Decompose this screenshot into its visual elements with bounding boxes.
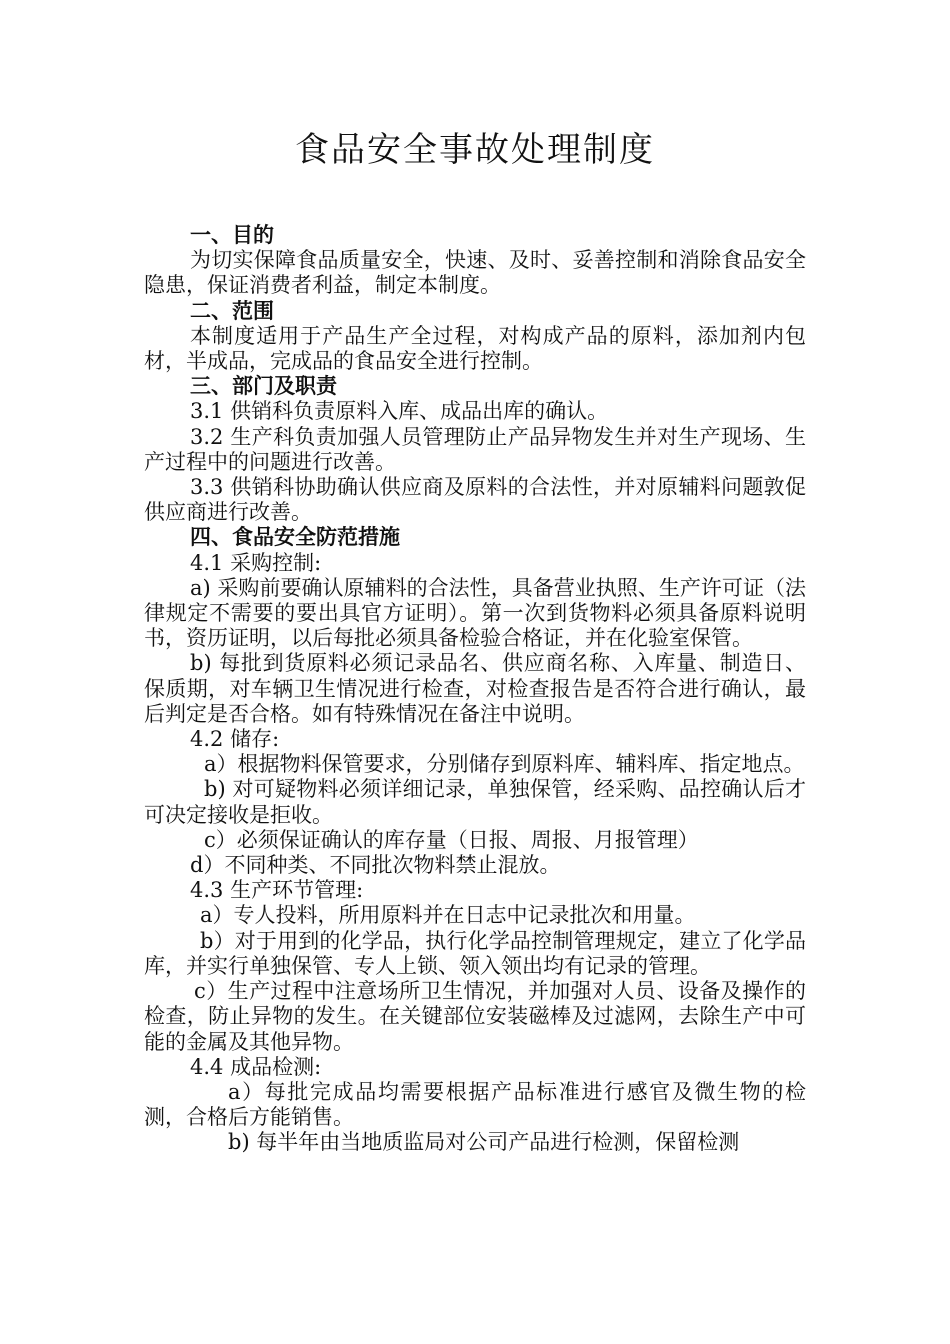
paragraph-4-2-a: a）根据物料保管要求，分别储存到原料库、辅料库、指定地点。 — [204, 752, 805, 777]
paragraph-4-1-b: b) 每批到货原料必须记录品名、供应商名称、入库量、制造日、保质期，对车辆卫生情况进行检查，对检查报告是否符合进行确认，最后判定是否合格。如有特殊情况在备注中说明。 — [144, 651, 806, 726]
section-heading-scope: 二、范围 — [190, 298, 274, 323]
paragraph-4-2-c: c）必须保证确认的库存量（日报、周报、月报管理） — [204, 827, 699, 852]
subheading-4-1: 4.1 采购控制: — [190, 550, 322, 575]
paragraph-4-3-c: c）生产过程中注意场所卫生情况，并加强对人员、设备及操作的检查，防止异物的发生。在关键部位安装磁棒及过滤网，去除生产中可能的金属及其他异物。 — [144, 979, 806, 1054]
paragraph-4-3-b: b）对于用到的化学品，执行化学品控制管理规定，建立了化学品库，并实行单独保管、专人上锁、领入领出均有记录的管理。 — [144, 928, 806, 978]
paragraph-4-2-b: b) 对可疑物料必须详细记录，单独保管，经采购、品控确认后才可决定接收是拒收。 — [144, 777, 806, 827]
section-heading-measures: 四、食品安全防范措施 — [190, 525, 400, 550]
paragraph-3-2: 3.2 生产科负责加强人员管理防止产品异物发生并对生产现场、生产过程中的问题进行改善。 — [144, 424, 806, 474]
paragraph-3-1: 3.1 供销科负责原料入库、成品出库的确认。 — [190, 399, 609, 424]
paragraph-4-4-a: a）每批完成品均需要根据产品标准进行感官及微生物的检测，合格后方能销售。 — [144, 1079, 806, 1130]
paragraph-4-3-a: a）专人投料，所用原料并在日志中记录批次和用量。 — [200, 903, 696, 928]
subheading-4-3: 4.3 生产环节管理: — [190, 878, 364, 903]
subheading-4-4: 4.4 成品检测: — [190, 1054, 322, 1079]
paragraph-4-4-b: b) 每半年由当地质监局对公司产品进行检测，保留检测 — [228, 1130, 740, 1155]
document-title: 食品安全事故处理制度 — [295, 130, 655, 170]
paragraph-3-3: 3.3 供销科协助确认供应商及原料的合法性，并对原辅料问题敦促供应商进行改善。 — [144, 475, 806, 525]
paragraph-4-1-a: a) 采购前要确认原辅料的合法性，具备营业执照、生产许可证（法律规定不需要的要出具官方证明）。第一次到货物料必须具备原料说明书，资历证明，以后每批必须具备检验合格证，并在化验室保管。 — [144, 575, 806, 651]
document-body — [144, 223, 806, 1156]
section-heading-responsibilities: 三、部门及职责 — [190, 374, 337, 399]
paragraph-scope: 本制度适用于产品生产全过程，对构成产品的原料，添加剂内包材，半成品，完成品的食品安全进行控制。 — [144, 323, 806, 374]
paragraph-purpose: 为切实保障食品质量安全，快速、及时、妥善控制和消除食品安全隐患，保证消费者利益，制定本制度。 — [144, 248, 806, 298]
subheading-4-2: 4.2 储存: — [190, 727, 280, 752]
section-heading-purpose: 一、目的 — [190, 223, 274, 247]
paragraph-4-2-d: d）不同种类、不同批次物料禁止混放。 — [190, 853, 561, 878]
